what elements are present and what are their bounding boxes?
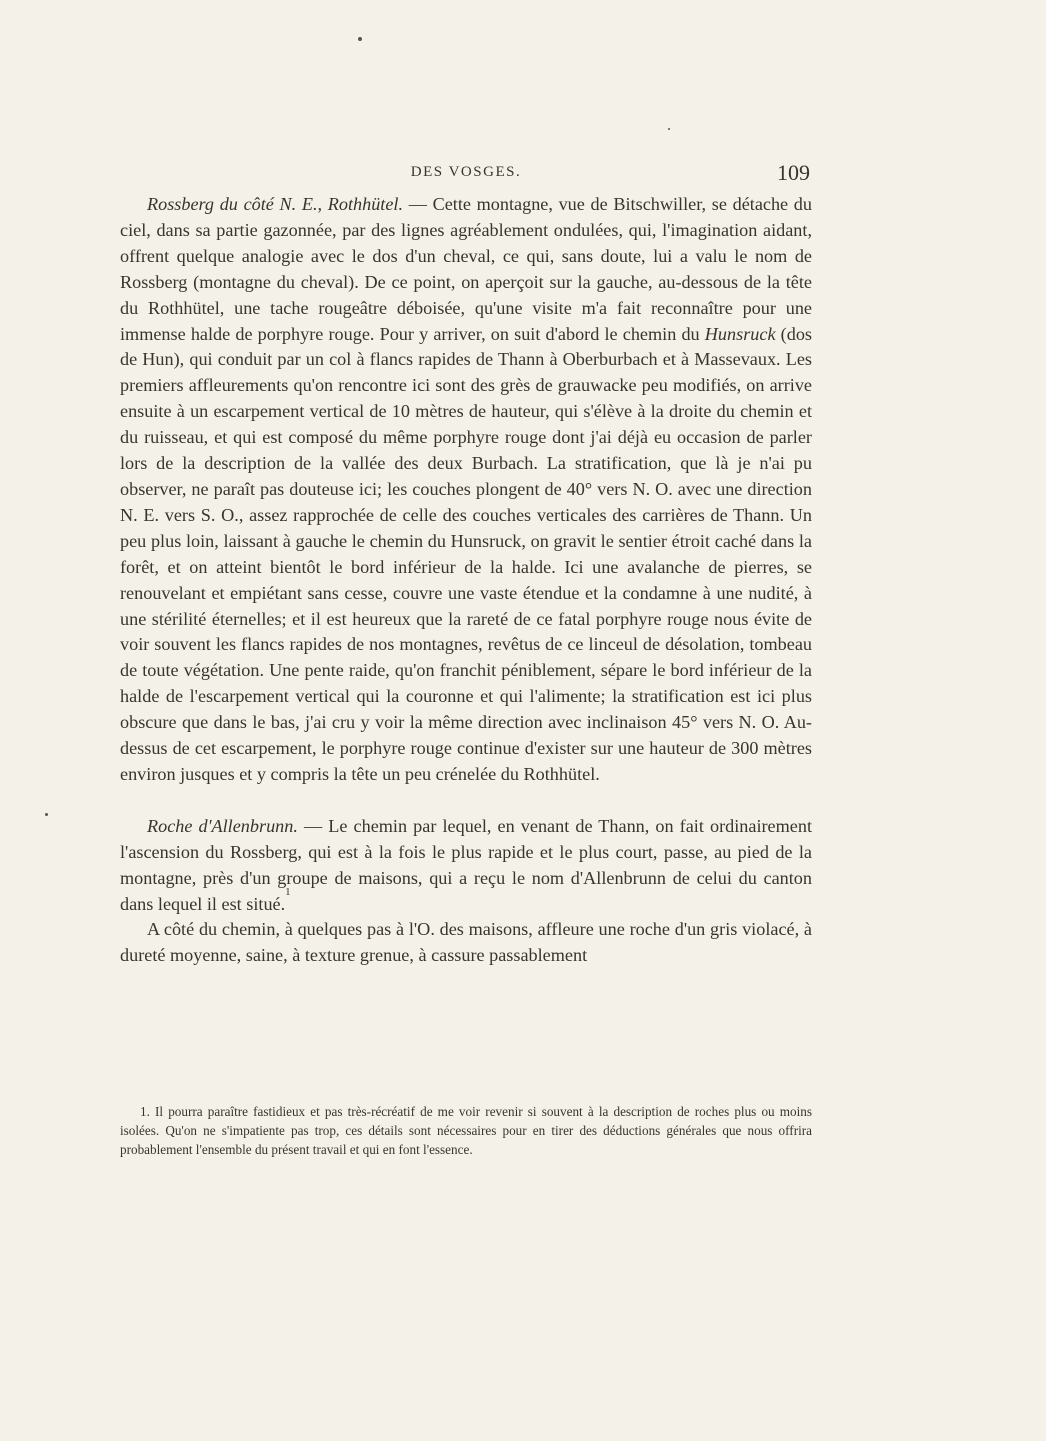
- section-heading-rossberg: Rossberg du côté N. E., Rothhütel.: [147, 194, 404, 214]
- section-heading-allenbrunn: Roche d'Allenbrunn.: [147, 815, 298, 836]
- paragraph-allenbrunn: [120, 814, 812, 918]
- paragraph-roche: [120, 917, 812, 969]
- paragraph-text: — Cette montagne, vue de Bitschwiller, se détache du ciel, dans sa partie gazonnée, par des lignes agréablement ondulées, qui, l'imagination aidant, offrent quelque analogie avec le dos d'un cheval, ce qui, sans doute, lui a valu le nom de Rossberg (montagne du cheval). De ce point, on aperçoit sur la gauche, au-dessous de la tête du Rothhütel, une tache rougeâtre déboisée, qu'une visite m'a fait reconnaître pour une immense halde de porphyre rouge. Pour y arriver, on suit d'abord le chemin du: [120, 194, 812, 344]
- page-speck: [668, 128, 670, 130]
- footnote-number: 1.: [140, 1104, 150, 1119]
- running-title: DES VOSGES.: [410, 164, 522, 180]
- paragraph-text: A côté du chemin, à quelques pas à l'O. des maisons, affleure une roche d'un gris violacé, à dureté moyenne, saine, à texture grenue, à cassure passablement: [120, 919, 812, 966]
- footnote-text: Il pourra paraître fastidieux et pas très-récréatif de me voir revenir si souvent à la description de roches plus ou moins isolées. Qu'on ne s'impatiente pas trop, ces détails sont nécessaires pour en tirer des déductions générales que nous offrira probablement l'ensemble du présent travail et qui en font l'essence.: [120, 1104, 812, 1157]
- footnote-reference: 1: [285, 885, 291, 898]
- place-name-hunsruck: Hunsruck: [704, 323, 776, 344]
- page-speck: [358, 37, 362, 41]
- paragraph-rossberg: [120, 192, 812, 788]
- footnotes: [120, 1103, 812, 1159]
- footnote: [120, 1103, 812, 1159]
- page-number: 109: [777, 160, 810, 185]
- paragraph-text: — Le chemin par lequel, en venant de Thann, on fait ordinairement l'ascension du Rossberg, qui est à la fois le plus rapide et le plus court, passe, au pied de la montagne, près d'un groupe de maisons, qui a reçu le nom d'Allenbrunn de celui du canton dans lequel il est situé.: [120, 815, 812, 914]
- page-speck: [45, 813, 48, 816]
- running-head: [120, 160, 812, 190]
- body-text: [120, 192, 812, 969]
- paragraph-text: (dos de Hun), qui conduit par un col à flancs rapides de Thann à Oberburbach et à Massevaux. Les premiers affleurements qu'on rencontre ici sont des grès de grauwacke peu modifiés, on arrive ensuite à un escarpement vertical de 10 mètres de hauteur, qui s'élève à la droite du chemin et du ruisseau, et qui est composé du même porphyre rouge dont j'ai déjà eu occasion de parler lors de la description de la vallée des deux Burbach. La stratification, que là je n'ai pu observer, ne paraît pas douteuse ici; les couches plongent de 40° vers N. O. avec une direction N. E. vers S. O., assez rapprochée de celle des couches verticales des carrières de Thann. Un peu plus loin, laissant à gauche le chemin du Hunsruck, on gravit le sentier étroit caché dans la forêt, et on atteint bientôt le bord inférieur de la halde. Ici une avalanche de pierres, se renouvelant et empiétant sans cesse, couvre une vaste étendue et la condamne à une nudité, à une stérilité éternelles; et il est heureux que la rareté de ce fatal porphyre rouge nous évite de voir souvent les flancs rapides de nos montagnes, revêtus de ce linceul de désolation, tombeau de toute végétation. Une pente raide, qu'on franchit péniblement, sépare le bord inférieur de la halde de l'escarpement vertical qui la couronne et qui l'alimente; la stratification est ici plus obscure que dans le bas, j'ai cru y voir la même direction avec inclinaison 45° vers N. O. Au-dessus de cet escarpement, le porphyre rouge continue d'exister sur une hauteur de 300 mètres environ jusques et y compris la tête un peu crénelée du Rothhütel.: [120, 323, 812, 784]
